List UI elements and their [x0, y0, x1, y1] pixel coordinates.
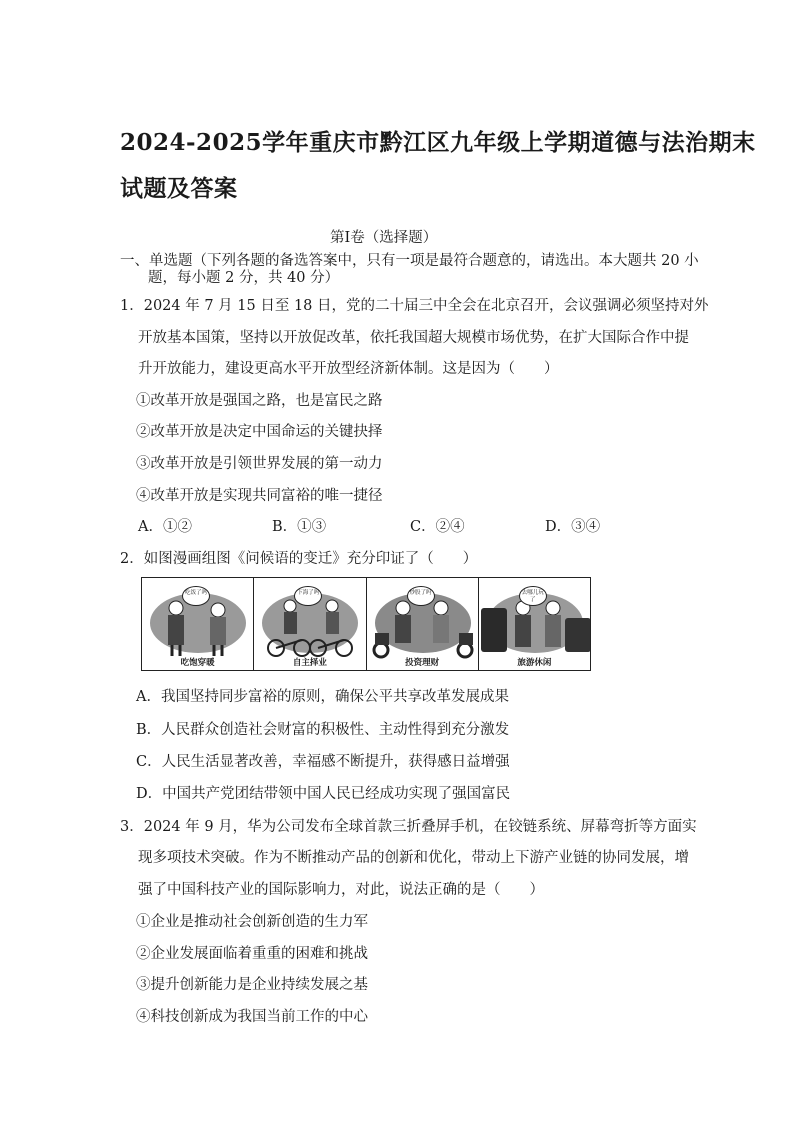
speech-bubble-2: 下海了吗	[294, 586, 322, 606]
q1-option-b[interactable]: B．①③	[272, 519, 327, 535]
q1-stem-line-2: 开放基本国策，坚持以开放促改革，依托我国超大规模市场优势，在扩大国际合作中提	[138, 330, 689, 346]
q3-statement: ③提升创新能力是企业持续发展之基	[136, 977, 368, 993]
speech-bubble-3: 炒股了吗	[407, 586, 435, 606]
comic-panel-4	[479, 578, 590, 670]
q1-stem-line-1: 1．2024 年 7 月 15 日至 18 日，党的二十届三中全会在北京召开，会议强调必须坚持对外	[120, 298, 709, 314]
q3-statement: ④科技创新成为我国当前工作的中心	[136, 1009, 368, 1025]
document-title-line-1: 2024-2025学年重庆市黔江区九年级上学期道德与法治期末	[120, 129, 756, 156]
speech-bubble-1: 吃饭了吗	[182, 586, 210, 606]
part-instructions-line-2: 题，每小题 2 分，共 40 分）	[148, 270, 340, 286]
q1-statement: ②改革开放是决定中国命运的关键抉择	[136, 424, 383, 440]
part-instructions-line-1: 一、单选题（下列各题的备选答案中，只有一项是最符合题意的，请选出。本大题共 20 小	[120, 253, 699, 269]
q2-stem: 2．如图漫画组图《问候语的变迁》充分印证了（ ）	[120, 551, 478, 567]
comic-panel-3	[367, 578, 479, 670]
comic-panel-1	[142, 578, 254, 670]
q1-statement: ③改革开放是引领世界发展的第一动力	[136, 456, 383, 472]
q1-statement: ①改革开放是强国之路，也是富民之路	[136, 393, 383, 409]
q1-stem-line-3: 升开放能力，建设更高水平开放型经济新体制。这是因为（ ）	[138, 361, 559, 377]
comic-panel-2	[254, 578, 366, 670]
q1-option-d[interactable]: D．③④	[545, 519, 601, 535]
q2-option-a[interactable]: A．我国坚持同步富裕的原则，确保公平共享改革发展成果	[136, 689, 509, 705]
q2-option-c[interactable]: C．人民生活显著改善，幸福感不断提升，获得感日益增强	[136, 754, 510, 770]
speech-bubble-4: 去哪儿玩了	[519, 586, 547, 606]
comic-caption-1: 吃饱穿暖	[178, 658, 218, 668]
q1-option-c[interactable]: C．②④	[410, 519, 465, 535]
q3-statement: ②企业发展面临着重重的困难和挑战	[136, 946, 368, 962]
document-title-line-2: 试题及答案	[120, 175, 238, 202]
section-title: 第Ⅰ卷（选择题）	[330, 230, 438, 246]
comic-caption-4: 旅游休闲	[514, 658, 554, 668]
q1-option-a[interactable]: A．①②	[138, 519, 192, 535]
comic-caption-3: 投资理财	[402, 658, 442, 668]
q3-stem-line-1: 3．2024 年 9 月，华为公司发布全球首款三折叠屏手机，在铰链系统、屏幕弯折等方面实	[120, 819, 697, 835]
q3-statement: ①企业是推动社会创新创造的生力军	[136, 914, 368, 930]
q2-option-d[interactable]: D．中国共产党团结带领中国人民已经成功实现了强国富民	[136, 786, 511, 802]
q2-option-b[interactable]: B．人民群众创造社会财富的积极性、主动性得到充分激发	[136, 722, 510, 738]
comic-caption-2: 自主择业	[290, 658, 330, 668]
q1-statement: ④改革开放是实现共同富裕的唯一捷径	[136, 488, 383, 504]
q3-stem-line-3: 强了中国科技产业的国际影响力，对此，说法正确的是（ ）	[138, 882, 544, 898]
q3-stem-line-2: 现多项技术突破。作为不断推动产品的创新和优化，带动上下游产业链的协同发展，增	[138, 850, 689, 866]
comic-strip	[141, 577, 591, 671]
